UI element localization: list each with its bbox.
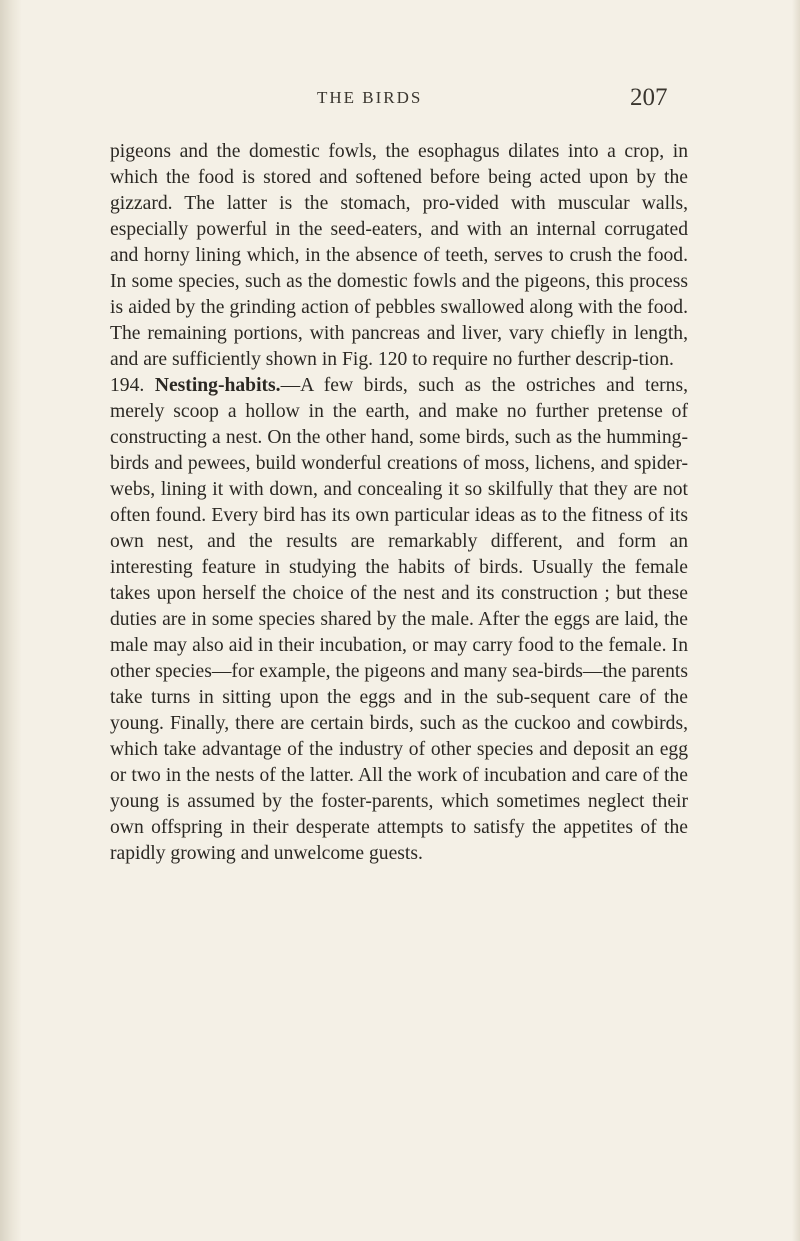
- paragraph-digestion: [110, 139, 688, 373]
- paragraph-text: pigeons and the domestic fowls, the esophagus dilates into a crop, in which the food is stored and softened before being acted upon by the gizzard. The latter is the stomach, pro-vided with muscular walls, especially powerful in the seed-eaters, and with an internal corrugated and horny lining which, in the absence of teeth, serves to crush the food. In some species, such as the domestic fowls and the pigeons, this process is aided by the grinding action of pebbles swallowed along with the food. The remaining portions, with pancreas and liver, vary chiefly in length, and are sufficiently shown in Fig. 120 to require no further descrip-tion.: [110, 141, 688, 370]
- running-head: THE BIRDS: [317, 88, 423, 107]
- section-number: 194.: [110, 375, 145, 396]
- paragraph-text: —A few birds, such as the ostriches and terns, merely scoop a hollow in the earth, and make no further pretense of constructing a nest. On the other hand, some birds, such as the humming-birds and pewees, build wonderful creations of moss, lichens, and spider-webs, lining it with down, and concealing it so skilfully that they are not often found. Every bird has its own particular ideas as to the fitness of its own nest, and the results are remarkably different, and form an interesting feature in studying the habits of birds. Usually the female takes upon herself the choice of the nest and its construction ; but these duties are in some species shared by the male. After the eggs are laid, the male may also aid in their incubation, or may carry food to the female. In other species—for example, the pigeons and many sea-birds—the parents take turns in sitting upon the eggs and in the sub-sequent care of the young. Finally, there are certain birds, such as the cuckoo and cowbirds, which take advantage of the industry of other species and deposit an egg or two in the nests of the latter. All the work of incubation and care of the young is assumed by the foster-parents, which sometimes neglect their own offspring in their desperate attempts to satisfy the appetites of the rapidly growing and unwelcome guests.: [110, 375, 688, 864]
- page-gutter-shadow: [0, 0, 22, 1241]
- page-header: [0, 84, 800, 118]
- paragraph-nesting-habits: [110, 373, 688, 867]
- page-number: 207: [630, 84, 668, 111]
- page-edge-shadow: [792, 0, 800, 1241]
- section-heading: Nesting-habits.: [154, 375, 281, 396]
- page-body: [110, 139, 688, 867]
